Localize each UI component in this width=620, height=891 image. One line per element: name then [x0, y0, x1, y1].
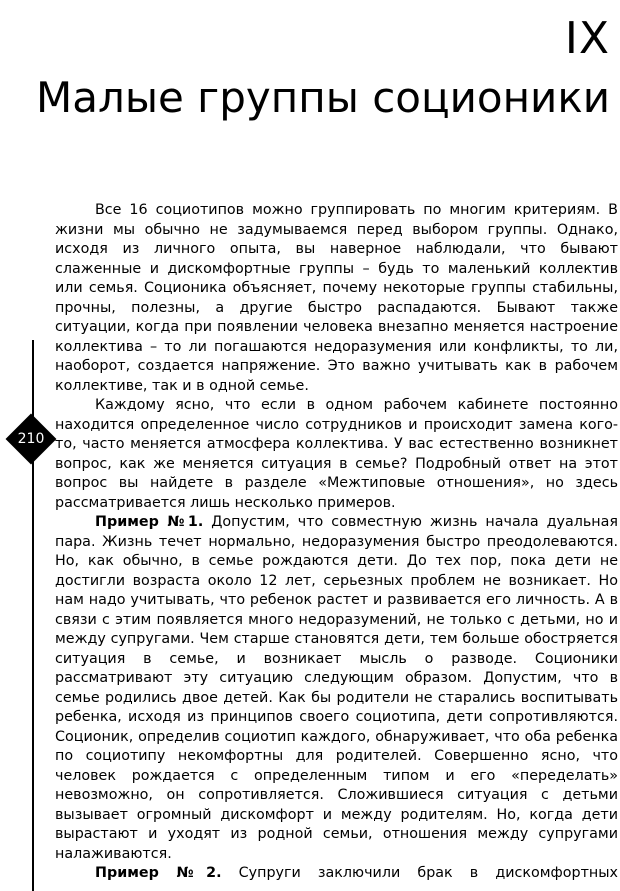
chapter-title: Малые группы соционики: [36, 73, 610, 122]
chapter-number: IX: [564, 13, 610, 64]
paragraph-text: Допустим, что совместную жизнь начала дуальная пара. Жизнь течет нормально, недоразумения быстро преодолеваются. Но, как обычно, в семье рождаются дети. До тех пор, пока дети не достигли возраста около 12 лет, серьезных проблем не возникает. Но нам надо учитывать, что ребенок растет и развивается его личность. А в связи с этим появляется много недоразумений, не только с детьми, но и между супругами. Чем старше становятся дети, тем больше обостряется ситуация в семье, и возникает мысль о разводе. Соционики рассматривают эту ситуацию следующим образом. Допустим, что в семье родились двое детей. Как бы родители не старались воспитывать ребенка, исходя из принципов своего социотипа, дети сопротивляются. Соционик, определив социотип каждого, обнаруживает, что оба ребенка по социотипу некомфортны для родителей. Совершенно ясно, что человек рождается с определенным типом и его «переделать» невозможно, он сопротивляется. Сложившиеся ситуация с детьми вызывает огромный дискомфорт и между родителям. Но, когда дети вырастают и уходят из родной семьи, отношения между супругами налаживаются.: [55, 514, 618, 862]
paragraph-text: Каждому ясно, что если в одном рабочем кабинете постоянно находится определенное число сотрудников и происходит замена кого-то, часто меняется атмосфера коллектива. У вас естественно возникнет вопрос, как же меняется ситуация в семье? Подробный ответ на этот вопрос вы найдете в разделе «Межтиповые отношения», но здесь рассматривается лишь несколько примеров.: [55, 397, 618, 511]
page-number-badge: [5, 413, 57, 465]
paragraph: [55, 396, 618, 513]
paragraph: [55, 864, 618, 884]
example-label: Пример №2.: [95, 865, 222, 881]
paragraph: [55, 513, 618, 864]
page-number: 210: [17, 431, 45, 447]
paragraph-text: Супруги заключили брак в дискомфортных: [238, 865, 619, 881]
paragraph-text: Все 16 социотипов можно группировать по многим критериям. В жизни мы обычно не задумываемся перед выбором группы. Однако, исходя из личного опыта, вы наверное наблюдали, что бывают слаженные и дискомфортные группы – будь то маленький коллектив или семья. Соционика объясняет, почему некоторые группы стабильны, прочны, полезны, а другие быстро распадаются. Бывают также ситуации, когда при появлении человека внезапно меняется настроение коллектива – то ли погашаются недоразумения или конфликты, то ли, наоборот, создается напряжение. Это важно учитывать как в рабочем коллективе, так и в одной семье.: [55, 202, 618, 394]
paragraph: [55, 201, 618, 396]
example-label: Пример №1.: [95, 514, 204, 530]
body-text: [55, 201, 618, 884]
